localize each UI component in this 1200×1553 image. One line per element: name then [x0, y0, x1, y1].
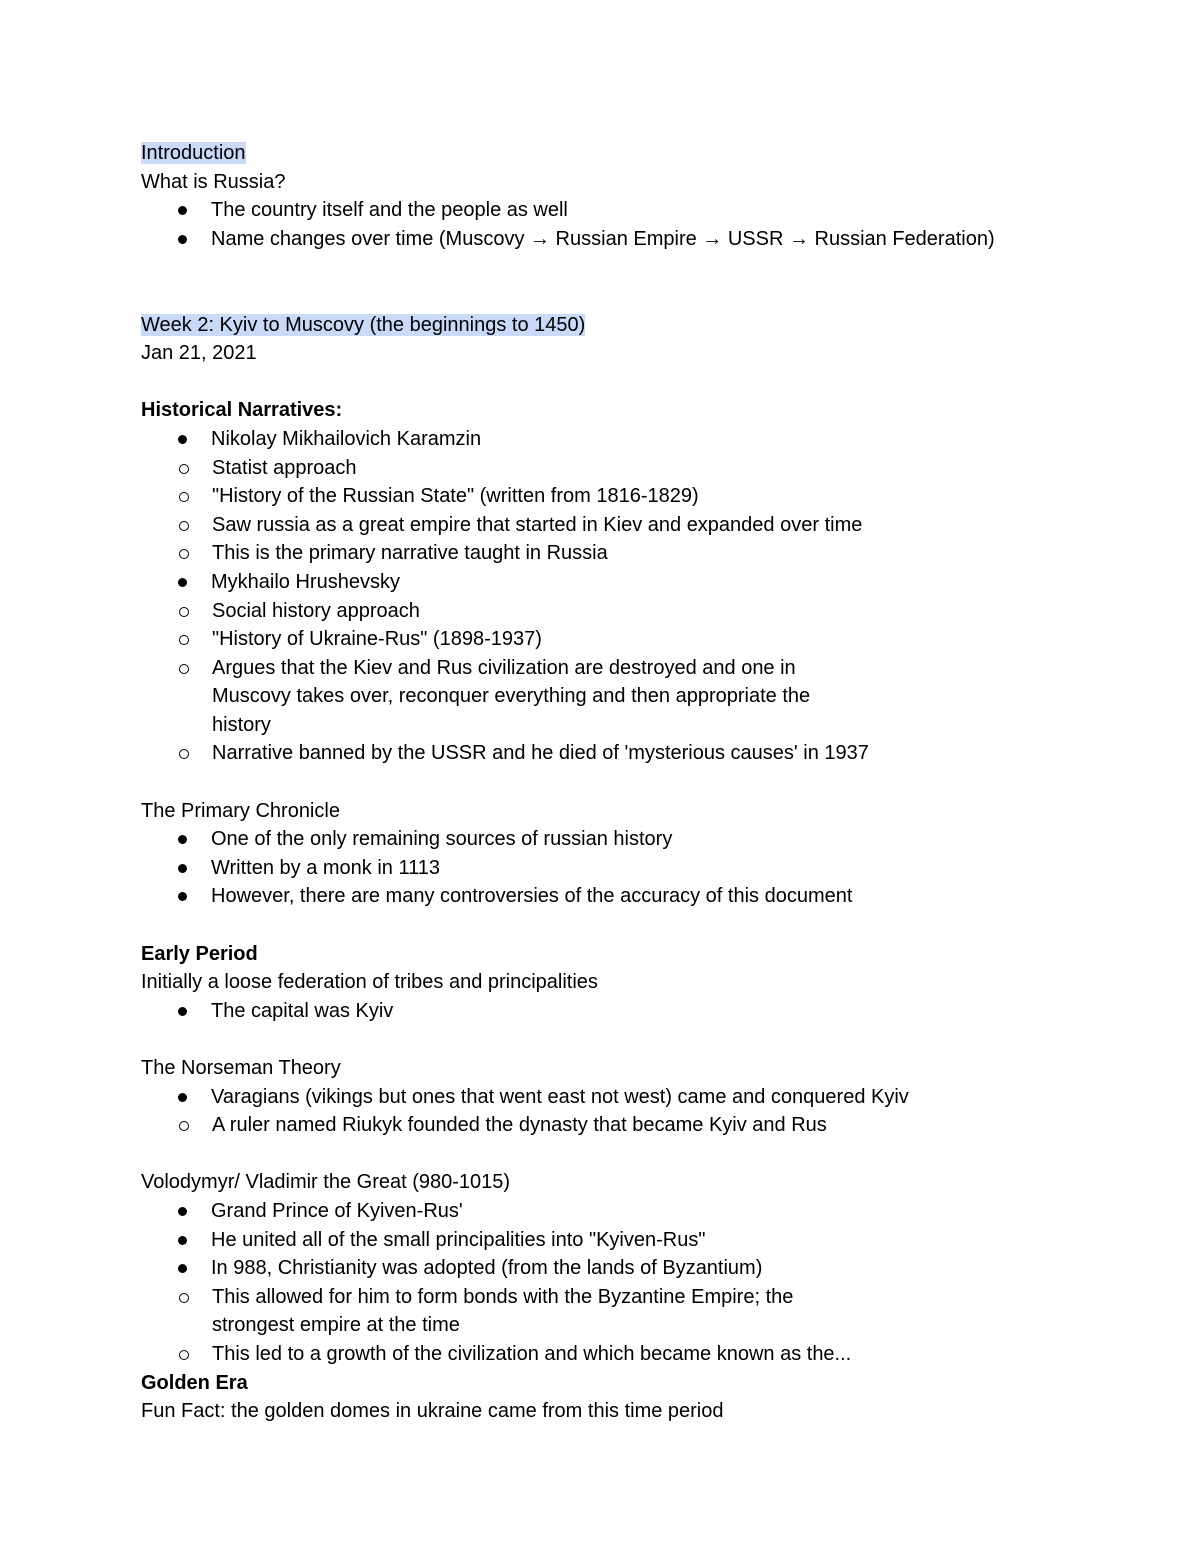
sublist — [141, 597, 1081, 769]
circle-bullet-icon — [179, 1293, 189, 1303]
circle-bullet-icon — [179, 1121, 189, 1131]
golden-heading: Golden Era — [141, 1371, 248, 1394]
early-text: Initially a loose federation of tribes and principalities — [141, 971, 598, 994]
document-page — [141, 139, 1081, 1426]
early-heading: Early Period — [141, 942, 258, 965]
sublist-item-text: This allowed for him to form bonds with the Byzantine Empire; the strongest empire at the time — [212, 1285, 794, 1337]
volodymyr-heading: Volodymyr/ Vladimir the Great (980-1015) — [141, 1171, 511, 1194]
sublist-item — [141, 597, 1081, 626]
volodymyr-list — [141, 1197, 1081, 1369]
sublist-item — [141, 539, 1081, 568]
sublist-item — [141, 511, 1081, 540]
bullet-icon — [178, 235, 187, 244]
sublist-item — [141, 739, 1081, 768]
list-item — [141, 1254, 1081, 1283]
list-item-text: The capital was Kyiv — [211, 999, 394, 1022]
list-item-text: The country itself and the people as well — [211, 199, 568, 222]
circle-bullet-icon — [179, 635, 189, 645]
chronicle-heading: The Primary Chronicle — [141, 799, 340, 822]
list-item — [141, 196, 1081, 225]
norseman-list — [141, 1083, 1081, 1140]
list-item-text: Written by a monk in 1113 — [211, 856, 441, 879]
intro-question: What is Russia? — [141, 170, 286, 193]
bullet-icon — [178, 206, 187, 215]
sublist-item-text: Narrative banned by the USSR and he died of 'mysterious causes' in 1937 — [212, 742, 869, 765]
bullet-icon — [178, 1007, 187, 1016]
list-item — [141, 225, 1081, 254]
intro-list — [141, 196, 1081, 253]
sublist-container — [141, 454, 1081, 568]
sublist — [141, 454, 1081, 568]
list-item — [141, 882, 1081, 911]
golden-text: Fun Fact: the golden domes in ukraine came from this time period — [141, 1400, 724, 1423]
bullet-icon — [178, 1093, 187, 1102]
list-item-text: However, there are many controversies of the accuracy of this document — [211, 885, 853, 908]
spacer — [141, 911, 1081, 940]
sublist-item-text: This led to a growth of the civilization and which became known as the... — [212, 1342, 852, 1365]
list-item-text: One of the only remaining sources of russian history — [211, 828, 673, 851]
sublist — [141, 1283, 1081, 1369]
circle-bullet-icon — [179, 1350, 189, 1360]
list-item — [141, 825, 1081, 854]
sublist-item-text: "History of Ukraine-Rus" (1898-1937) — [212, 628, 542, 651]
sublist-item — [141, 454, 1081, 483]
bullet-icon — [178, 435, 187, 444]
list-item — [141, 425, 1081, 454]
intro-heading-line — [141, 139, 1081, 168]
sublist-container — [141, 1111, 1081, 1140]
list-item — [141, 1226, 1081, 1255]
sublist-item — [141, 1283, 872, 1340]
week2-heading-line — [141, 311, 1081, 340]
circle-bullet-icon — [179, 664, 189, 674]
list-item-text: In 988, Christianity was adopted (from the lands of Byzantium) — [211, 1257, 763, 1280]
sublist-item-text: A ruler named Riukyk founded the dynasty that became Kyiv and Rus — [212, 1114, 827, 1137]
bullet-icon — [178, 1236, 187, 1245]
list-item-text: Mykhailo Hrushevsky — [211, 570, 400, 593]
list-item — [141, 568, 1081, 597]
sublist-item-text: "History of the Russian State" (written from 1816-1829) — [212, 485, 699, 508]
circle-bullet-icon — [179, 521, 189, 531]
sublist-item — [141, 1111, 1081, 1140]
list-item-text: He united all of the small principalities into "Kyiven-Rus" — [211, 1228, 706, 1251]
spacer — [141, 1140, 1081, 1169]
sublist-item-text: This is the primary narrative taught in Russia — [212, 542, 608, 565]
bullet-icon — [178, 1264, 187, 1273]
week2-heading: Week 2: Kyiv to Muscovy (the beginnings to 1450) — [141, 313, 586, 336]
narratives-heading: Historical Narratives: — [141, 399, 343, 422]
bullet-icon — [178, 835, 187, 844]
circle-bullet-icon — [179, 492, 189, 502]
sublist-item-text: Social history approach — [212, 599, 420, 622]
narratives-list — [141, 425, 1081, 768]
spacer — [141, 253, 1081, 310]
circle-bullet-icon — [179, 749, 189, 759]
sublist-container — [141, 1283, 1081, 1369]
sublist-item — [141, 1340, 1081, 1369]
early-list — [141, 997, 1081, 1026]
week2-date: Jan 21, 2021 — [141, 342, 257, 365]
circle-bullet-icon — [179, 464, 189, 474]
sublist-item — [141, 654, 862, 740]
sublist-item-text: Argues that the Kiev and Rus civilization are destroyed and one in Muscovy takes over, reconquer everything and then appropriate the history — [212, 656, 811, 736]
list-item-text: Name changes over time (Muscovy → Russian Empire → USSR → Russian Federation) — [211, 227, 995, 250]
list-item-text: Nikolay Mikhailovich Karamzin — [211, 427, 482, 450]
bullet-icon — [178, 578, 187, 587]
spacer — [141, 368, 1081, 397]
list-item-text: Varagians (vikings but ones that went east not west) came and conquered Kyiv — [211, 1085, 909, 1108]
bullet-icon — [178, 892, 187, 901]
sublist — [141, 1111, 1081, 1140]
sublist-item-text: Statist approach — [212, 456, 357, 479]
bullet-icon — [178, 864, 187, 873]
sublist-item-text: Saw russia as a great empire that started in Kiev and expanded over time — [212, 513, 863, 536]
spacer — [141, 768, 1081, 797]
intro-heading: Introduction — [141, 142, 246, 164]
bullet-icon — [178, 1207, 187, 1216]
list-item — [141, 1197, 1081, 1226]
list-item-text: Grand Prince of Kyiven-Rus' — [211, 1199, 463, 1222]
sublist-container — [141, 597, 1081, 769]
list-item — [141, 854, 1081, 883]
circle-bullet-icon — [179, 607, 189, 617]
sublist-item — [141, 482, 1081, 511]
sublist-item — [141, 625, 1081, 654]
chronicle-list — [141, 825, 1081, 911]
norseman-heading: The Norseman Theory — [141, 1057, 341, 1079]
spacer — [141, 1025, 1081, 1054]
circle-bullet-icon — [179, 549, 189, 559]
list-item — [141, 1083, 1081, 1112]
list-item — [141, 997, 1081, 1026]
